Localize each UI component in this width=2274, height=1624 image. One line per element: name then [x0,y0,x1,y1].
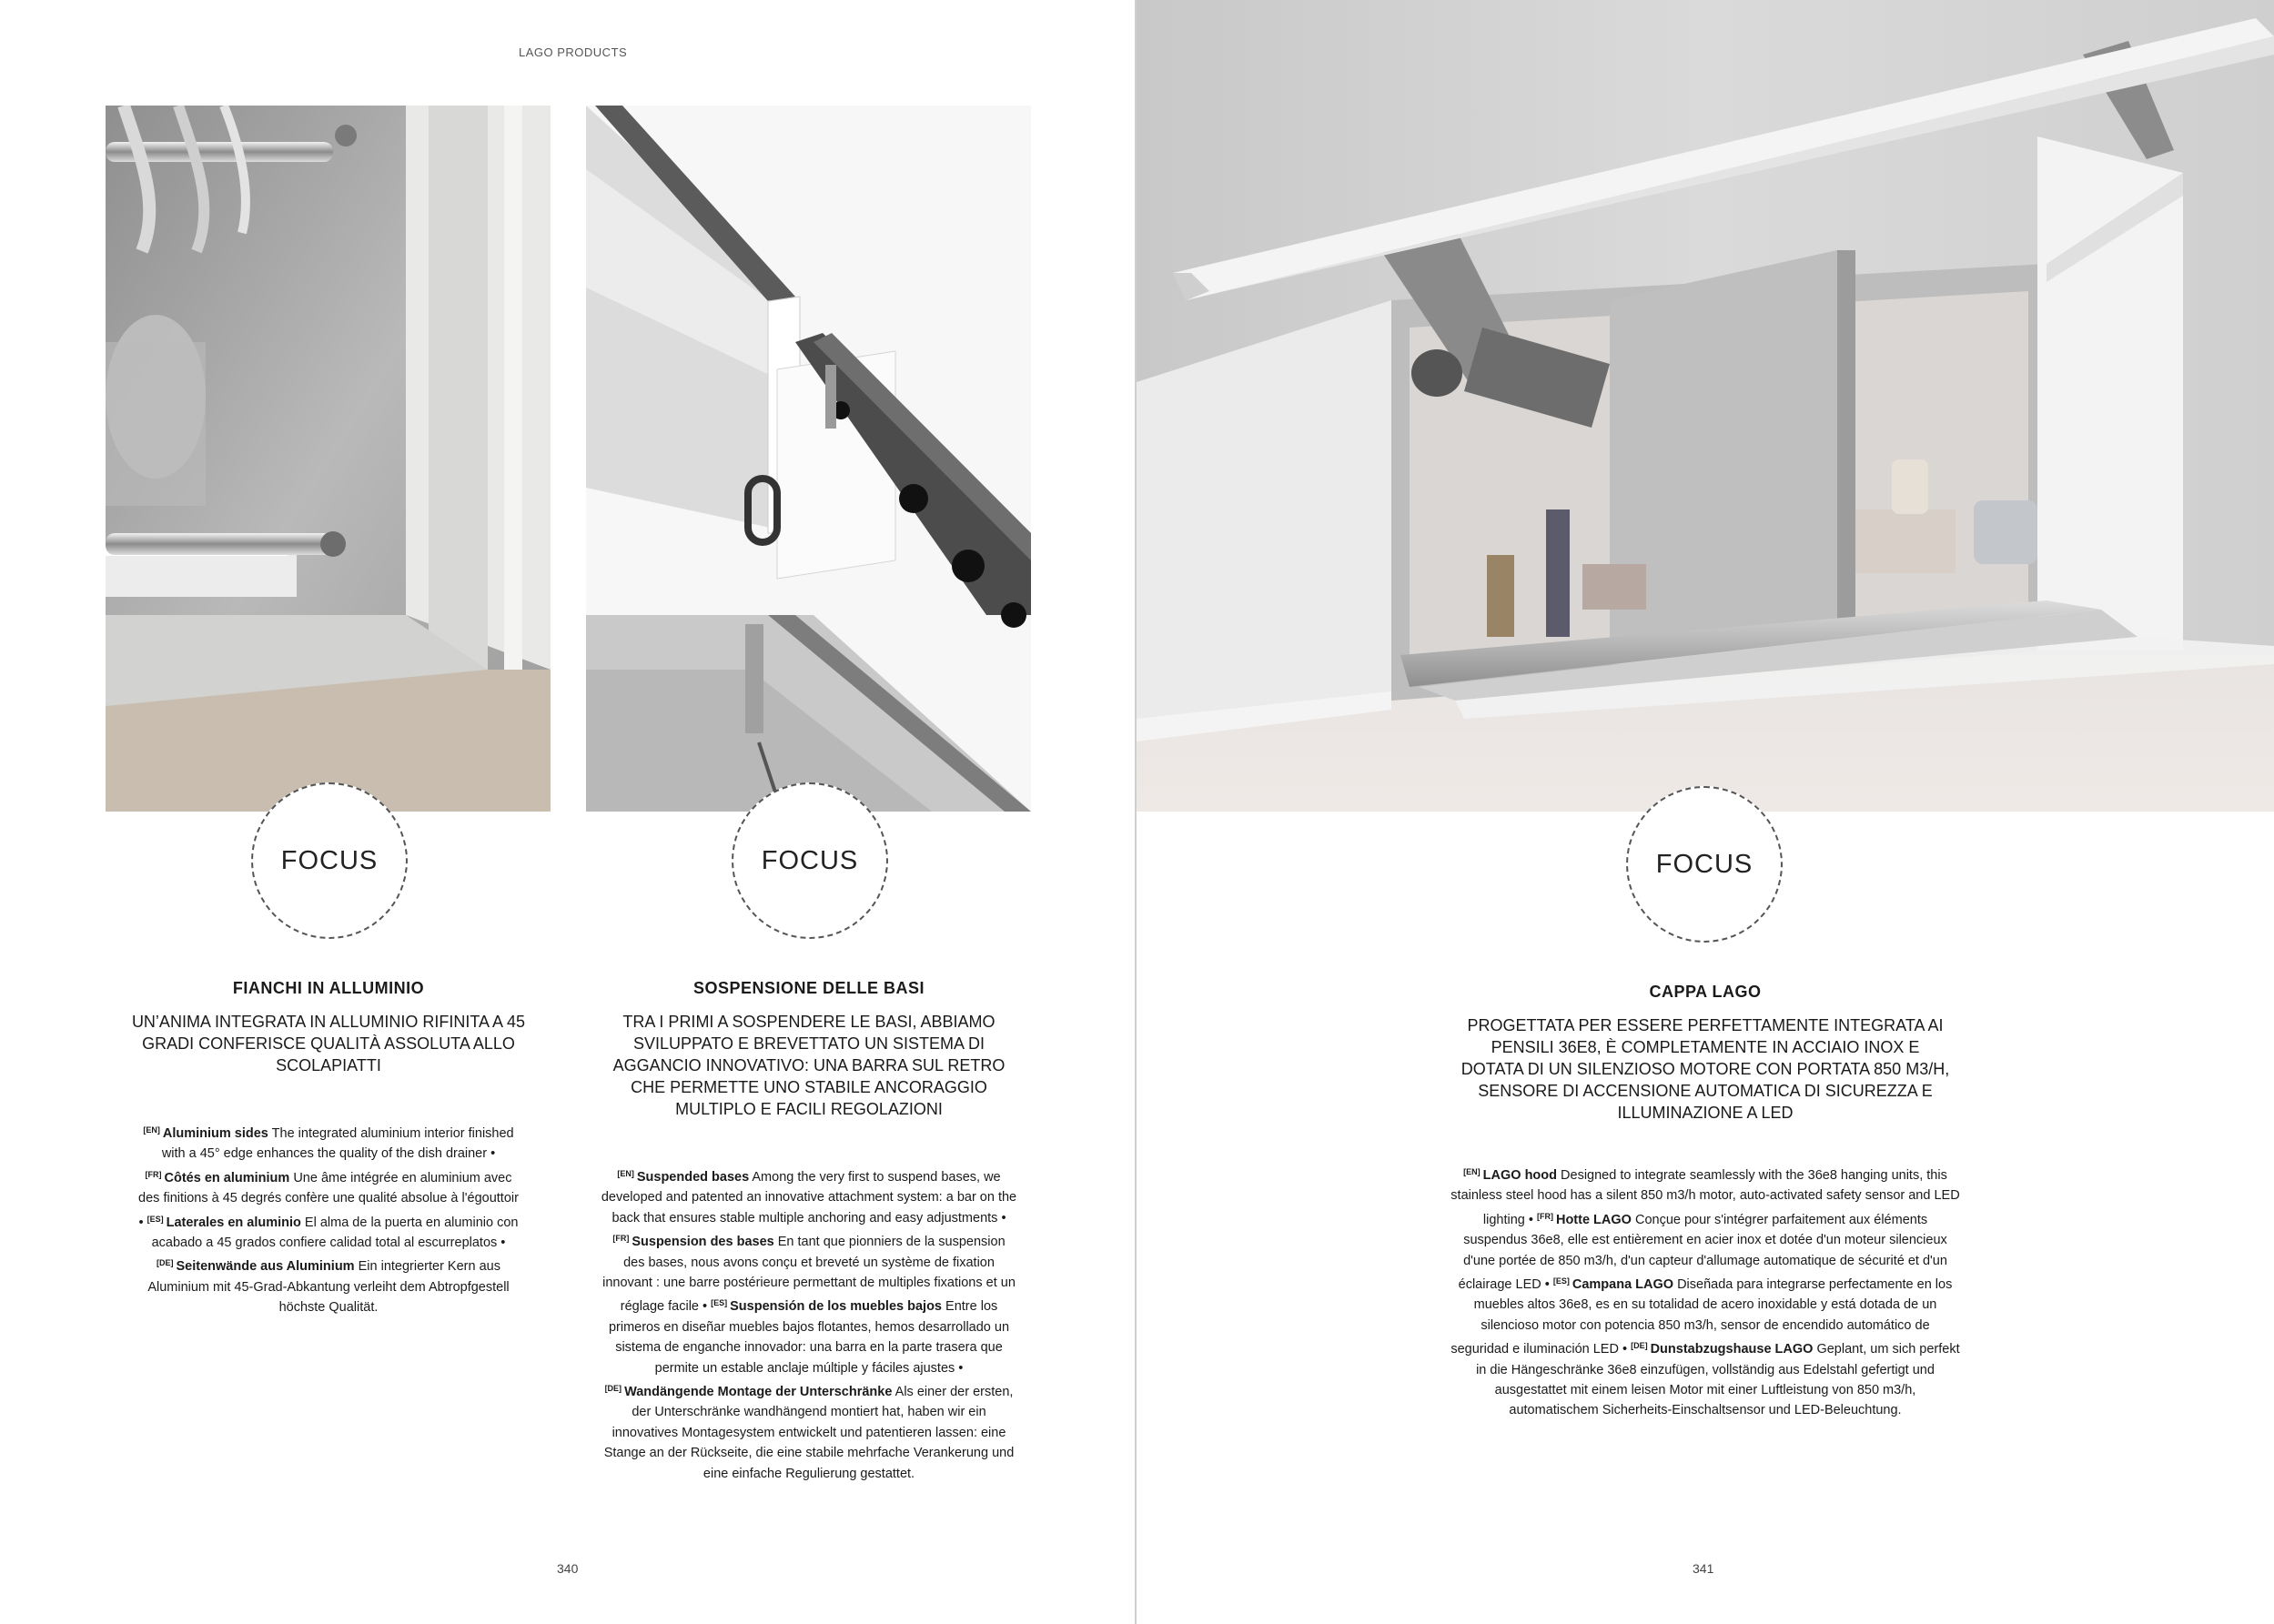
lang-tag: [DE] [604,1384,622,1394]
body-text: Une âme intégrée en aluminium avec des finitions à 45 degrés confère une qualité absolue à l'égouttoir • [138,1170,519,1230]
body-heading: Campana LAGO [1572,1277,1674,1293]
body-text: Designed to integrate seamlessly with the 36e8 hanging units, this stainless steel hood has a silent 850 m3/h motor, auto-activated safety sensor and LED lighting • [1450,1168,1960,1227]
body-text: The integrated aluminium interior finished with a 45° edge enhances the quality of the dish drainer • [161,1126,514,1162]
column-body [1450,1162,1960,1421]
column-body [601,1164,1017,1484]
photo-lago-hood [1137,0,2274,812]
column-aluminium-sides [126,979,531,1318]
body-text: En tant que pionniers de la suspension des bases, nous avons conçu et breveté un système de fixation innovant : une barre postérieure permettant de multiples fixations et un réglage facile • [602,1235,1016,1315]
body-heading: Laterales en aluminio [166,1215,301,1230]
column-lago-hood [1437,983,1974,1421]
focus-badge-1: FOCUS [251,782,408,939]
lang-tag: [DE] [157,1258,174,1268]
focus-badge-3: FOCUS [1626,786,1783,943]
body-text: Entre los primeros en diseñar muebles bajos flotantes, hemos desarrollado un sistema de enganche innovador: una barra en la parte trasera que permite un estable anclaje múltiple y fáciles ajustes • [608,1299,1010,1376]
lang-tag: [DE] [1631,1341,1648,1351]
body-text: Among the very first to suspend bases, we developed and patented an innovative attachment system: a bar on the back that ensures stable multiple anchoring and easy adjustments • [601,1170,1017,1226]
body-text: Als einer der ersten, der Unterschränke wandhängend montiert hat, haben wir ein innovatives Montagesystem entwickelt und patentieren lassen: eine Stange an der Rückseite, die eine stabile mehrfache Verankerung und eine einfache Regulierung gestattet. [603,1385,1015,1481]
body-text: Geplant, um sich perfekt in die Hängeschränke 36e8 einzufügen, vollständig aus Edelstahl gefertigt und ausgestattet mit einem leisen Motor mit einer Luftleistung von 850 m3/h, automatischem Sicherheits-Einschaltsensor und LED-Beleuchtung. [1476,1342,1960,1418]
focus-badge-2: FOCUS [732,782,888,939]
page-number-right: 341 [1693,1561,1714,1576]
lang-tag: [FR] [1536,1211,1553,1221]
page-number-left: 340 [557,1561,579,1576]
column-title: CAPPA LAGO [1649,983,1762,1001]
column-lead: UN’ANIMA INTEGRATA IN ALLUMINIO RIFINITA A 45 GRADI CONFERISCE QUALITÀ ASSOLUTA ALLO SCOLAPIATTI [131,1013,526,1074]
body-heading: Seitenwände aus Aluminium [176,1259,355,1275]
lang-tag: [FR] [612,1234,630,1244]
lang-tag: [ES] [1552,1276,1570,1286]
column-title: FIANCHI IN ALLUMINIO [232,979,425,997]
photo-suspended-bases [586,106,1031,812]
running-header: LAGO PRODUCTS [519,45,628,59]
lang-tag: [ES] [147,1214,164,1224]
lang-tag: [EN] [143,1125,160,1135]
body-heading: Hotte LAGO [1555,1212,1632,1227]
body-heading: Dunstabzugshause LAGO [1650,1342,1814,1357]
body-heading: Suspended bases [636,1170,750,1185]
body-heading: Aluminium sides [162,1126,268,1141]
lang-tag: [EN] [617,1169,634,1178]
body-text: Conçue pour s'intégrer parfaitement aux éléments suspendus 36e8, elle est entièrement en acier inox et dotée d'un moteur silencieux d'une portée de 850 m3/h, d'un capteur d'allumage automatique de sécurité et d'un éclairage LED • [1458,1212,1947,1293]
photo-aluminium-sides [106,106,551,812]
column-suspended-bases [601,979,1017,1484]
body-heading: Wandängende Montage der Unterschränke [624,1385,893,1400]
right-page [1137,0,2274,1624]
left-page [0,0,1135,1624]
body-heading: Côtés en aluminium [164,1170,290,1185]
lang-tag: [EN] [1463,1167,1481,1176]
lang-tag: [FR] [145,1169,162,1179]
column-body [126,1120,531,1318]
body-text: Diseñada para integrarse perfectamente en los muebles altos 36e8, es en su totalidad de acero inoxidable y está dotada de un silencioso motor con potencia 850 m3/h, sensor de encendido automático de seguridad e iluminación LED • [1450,1277,1953,1357]
column-title: SOSPENSIONE DELLE BASI [692,979,925,997]
body-heading: Suspensión de los muebles bajos [730,1299,942,1315]
column-lead: PROGETTATA PER ESSERE PERFETTAMENTE INTEGRATA AI PENSILI 36E8, È COMPLETAMENTE IN ACCIAIO INOX E DOTATA DI UN SILENZIOSO MOTORE CON PORTATA 850 M3/H, SENSORE DI ACCENSIONE AUTOMATICA DI SICUREZZA E ILLUMINAZIONE A LED [1460,1016,1950,1122]
body-text: Ein integrierter Kern aus Aluminium mit 45-Grad-Abkantung verleiht dem Abtropfgestell höchste Qualität. [147,1259,510,1316]
body-text: El alma de la puerta en aluminio con acabado a 45 grados confiere calidad total al escurreplatos • [151,1215,519,1251]
lang-tag: [ES] [711,1298,728,1308]
body-heading: LAGO hood [1482,1168,1557,1183]
body-heading: Suspension des bases [632,1235,774,1250]
column-lead: TRA I PRIMI A SOSPENDERE LE BASI, ABBIAMO SVILUPPATO E BREVETTATO UN SISTEMA DI AGGANCIO INNOVATIVO: UNA BARRA SUL RETRO CHE PERMETTE UNO STABILE ANCORAGGIO MULTIPLO E FACILI REGOLAZIONI [612,1013,1006,1118]
